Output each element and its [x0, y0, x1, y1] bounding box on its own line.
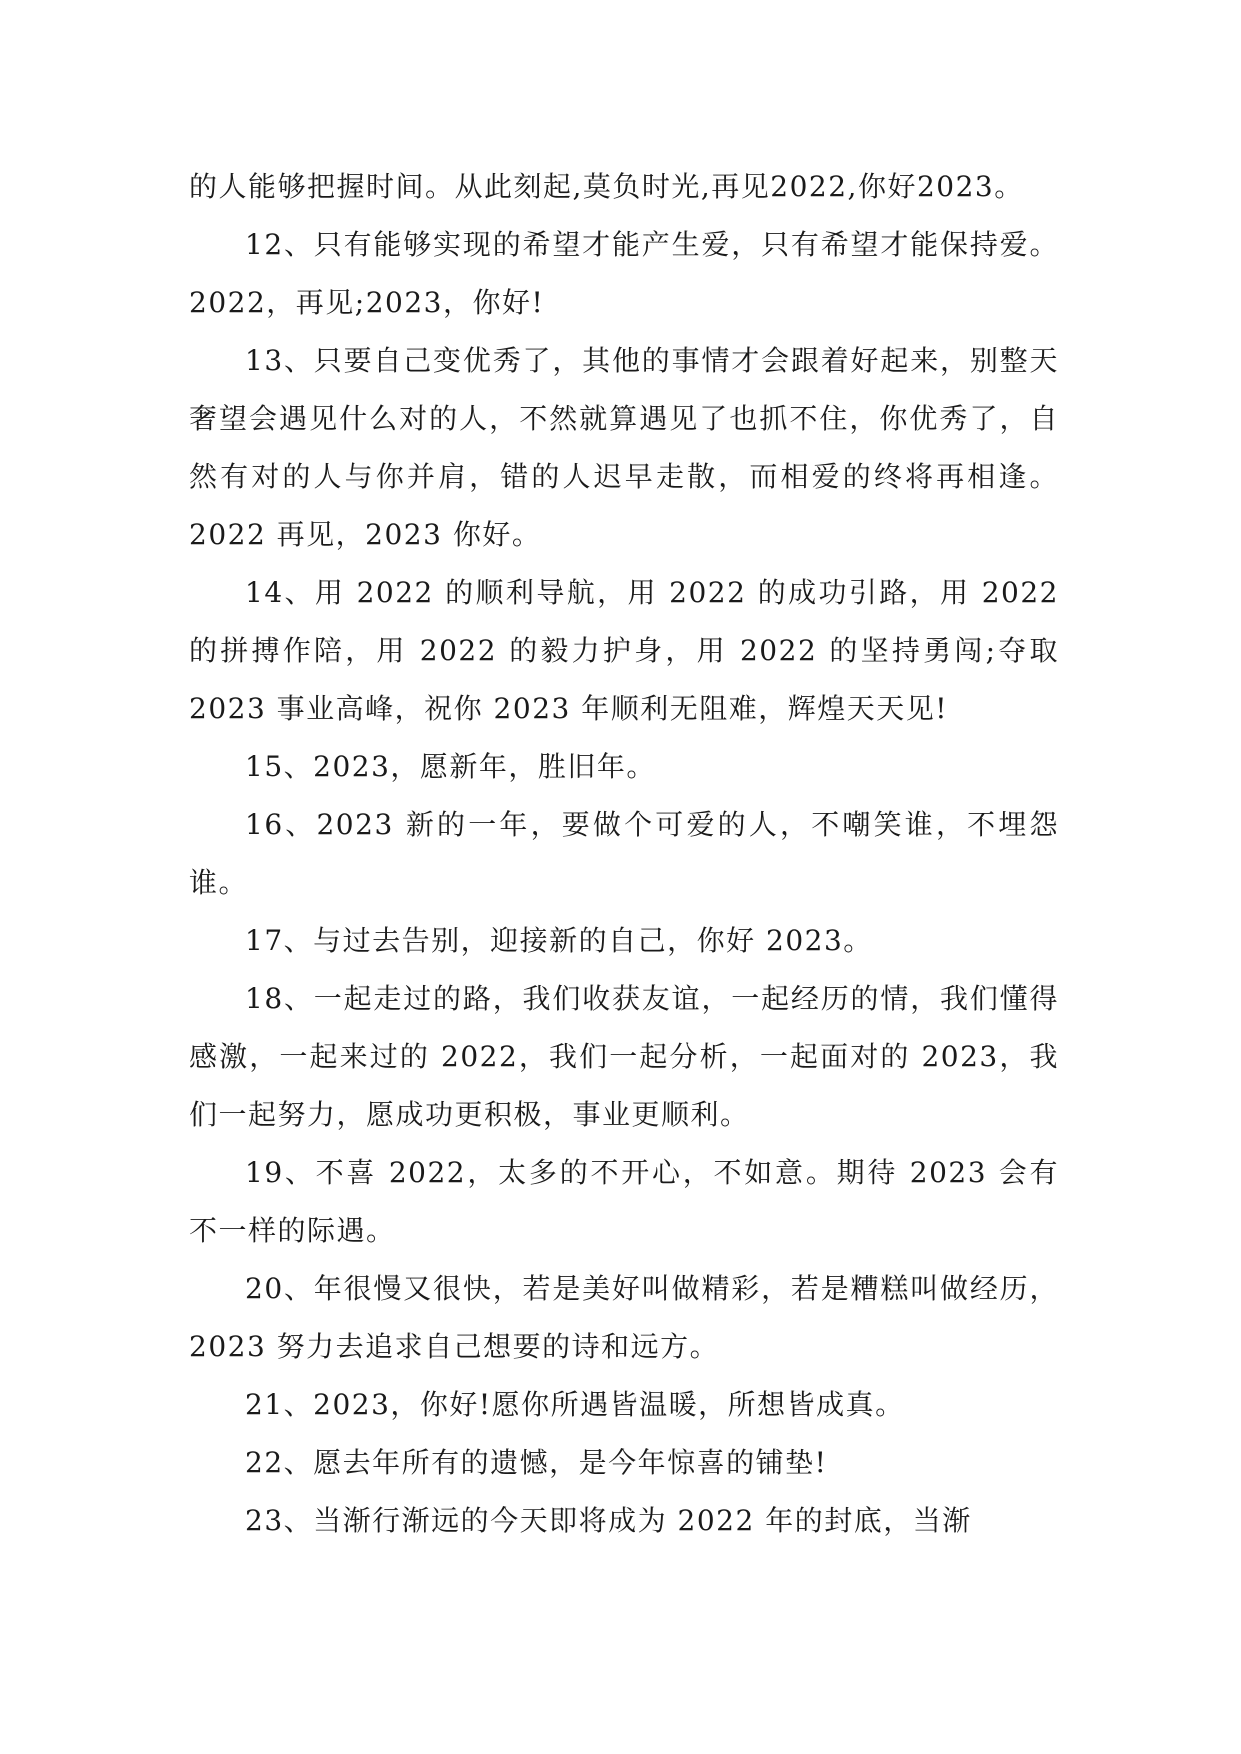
paragraph-20: 20、年很慢又很快，若是美好叫做精彩，若是糟糕叫做经历，2023 努力去追求自己想要的诗和远方。: [189, 1272, 1059, 1363]
paragraph-continuation: 的人能够把握时间。从此刻起,莫负时光,再见2022,你好2023。: [189, 170, 1024, 203]
document-body: [189, 158, 1059, 1550]
paragraph-13: 13、只要自己变优秀了，其他的事情才会跟着好起来，别整天奢望会遇见什么对的人，不然就算遇见了也抓不住，你优秀了，自然有对的人与你并肩，错的人迟早走散，而相爱的终将再相逢。2022 再见，2023 你好。: [189, 344, 1059, 551]
paragraph-15: 15、2023，愿新年，胜旧年。: [245, 750, 656, 783]
paragraph-16: 16、2023 新的一年，要做个可爱的人，不嘲笑谁，不埋怨谁。: [189, 808, 1059, 899]
paragraph-21: 21、2023，你好!愿你所遇皆温暖，所想皆成真。: [245, 1388, 905, 1421]
paragraph-17: 17、与过去告别，迎接新的自己，你好 2023。: [245, 924, 873, 957]
paragraph-19: 19、不喜 2022，太多的不开心，不如意。期待 2023 会有不一样的际遇。: [189, 1156, 1059, 1247]
paragraph-14: 14、用 2022 的顺利导航，用 2022 的成功引路，用 2022 的拼搏作陪，用 2022 的毅力护身，用 2022 的坚持勇闯;夺取 2023 事业高峰，祝你 2023 年顺利无阻难，辉煌天天见!: [189, 576, 1059, 725]
paragraph-12: 12、只有能够实现的希望才能产生爱，只有希望才能保持爱。2022，再见;2023，你好!: [189, 228, 1059, 319]
paragraph-22: 22、愿去年所有的遗憾，是今年惊喜的铺垫!: [245, 1446, 828, 1479]
paragraph-18: 18、一起走过的路，我们收获友谊，一起经历的情，我们懂得感激，一起来过的 2022，我们一起分析，一起面对的 2023，我们一起努力，愿成功更积极，事业更顺利。: [189, 982, 1059, 1131]
paragraph-23: 23、当渐行渐远的今天即将成为 2022 年的封底，当渐: [245, 1504, 972, 1537]
